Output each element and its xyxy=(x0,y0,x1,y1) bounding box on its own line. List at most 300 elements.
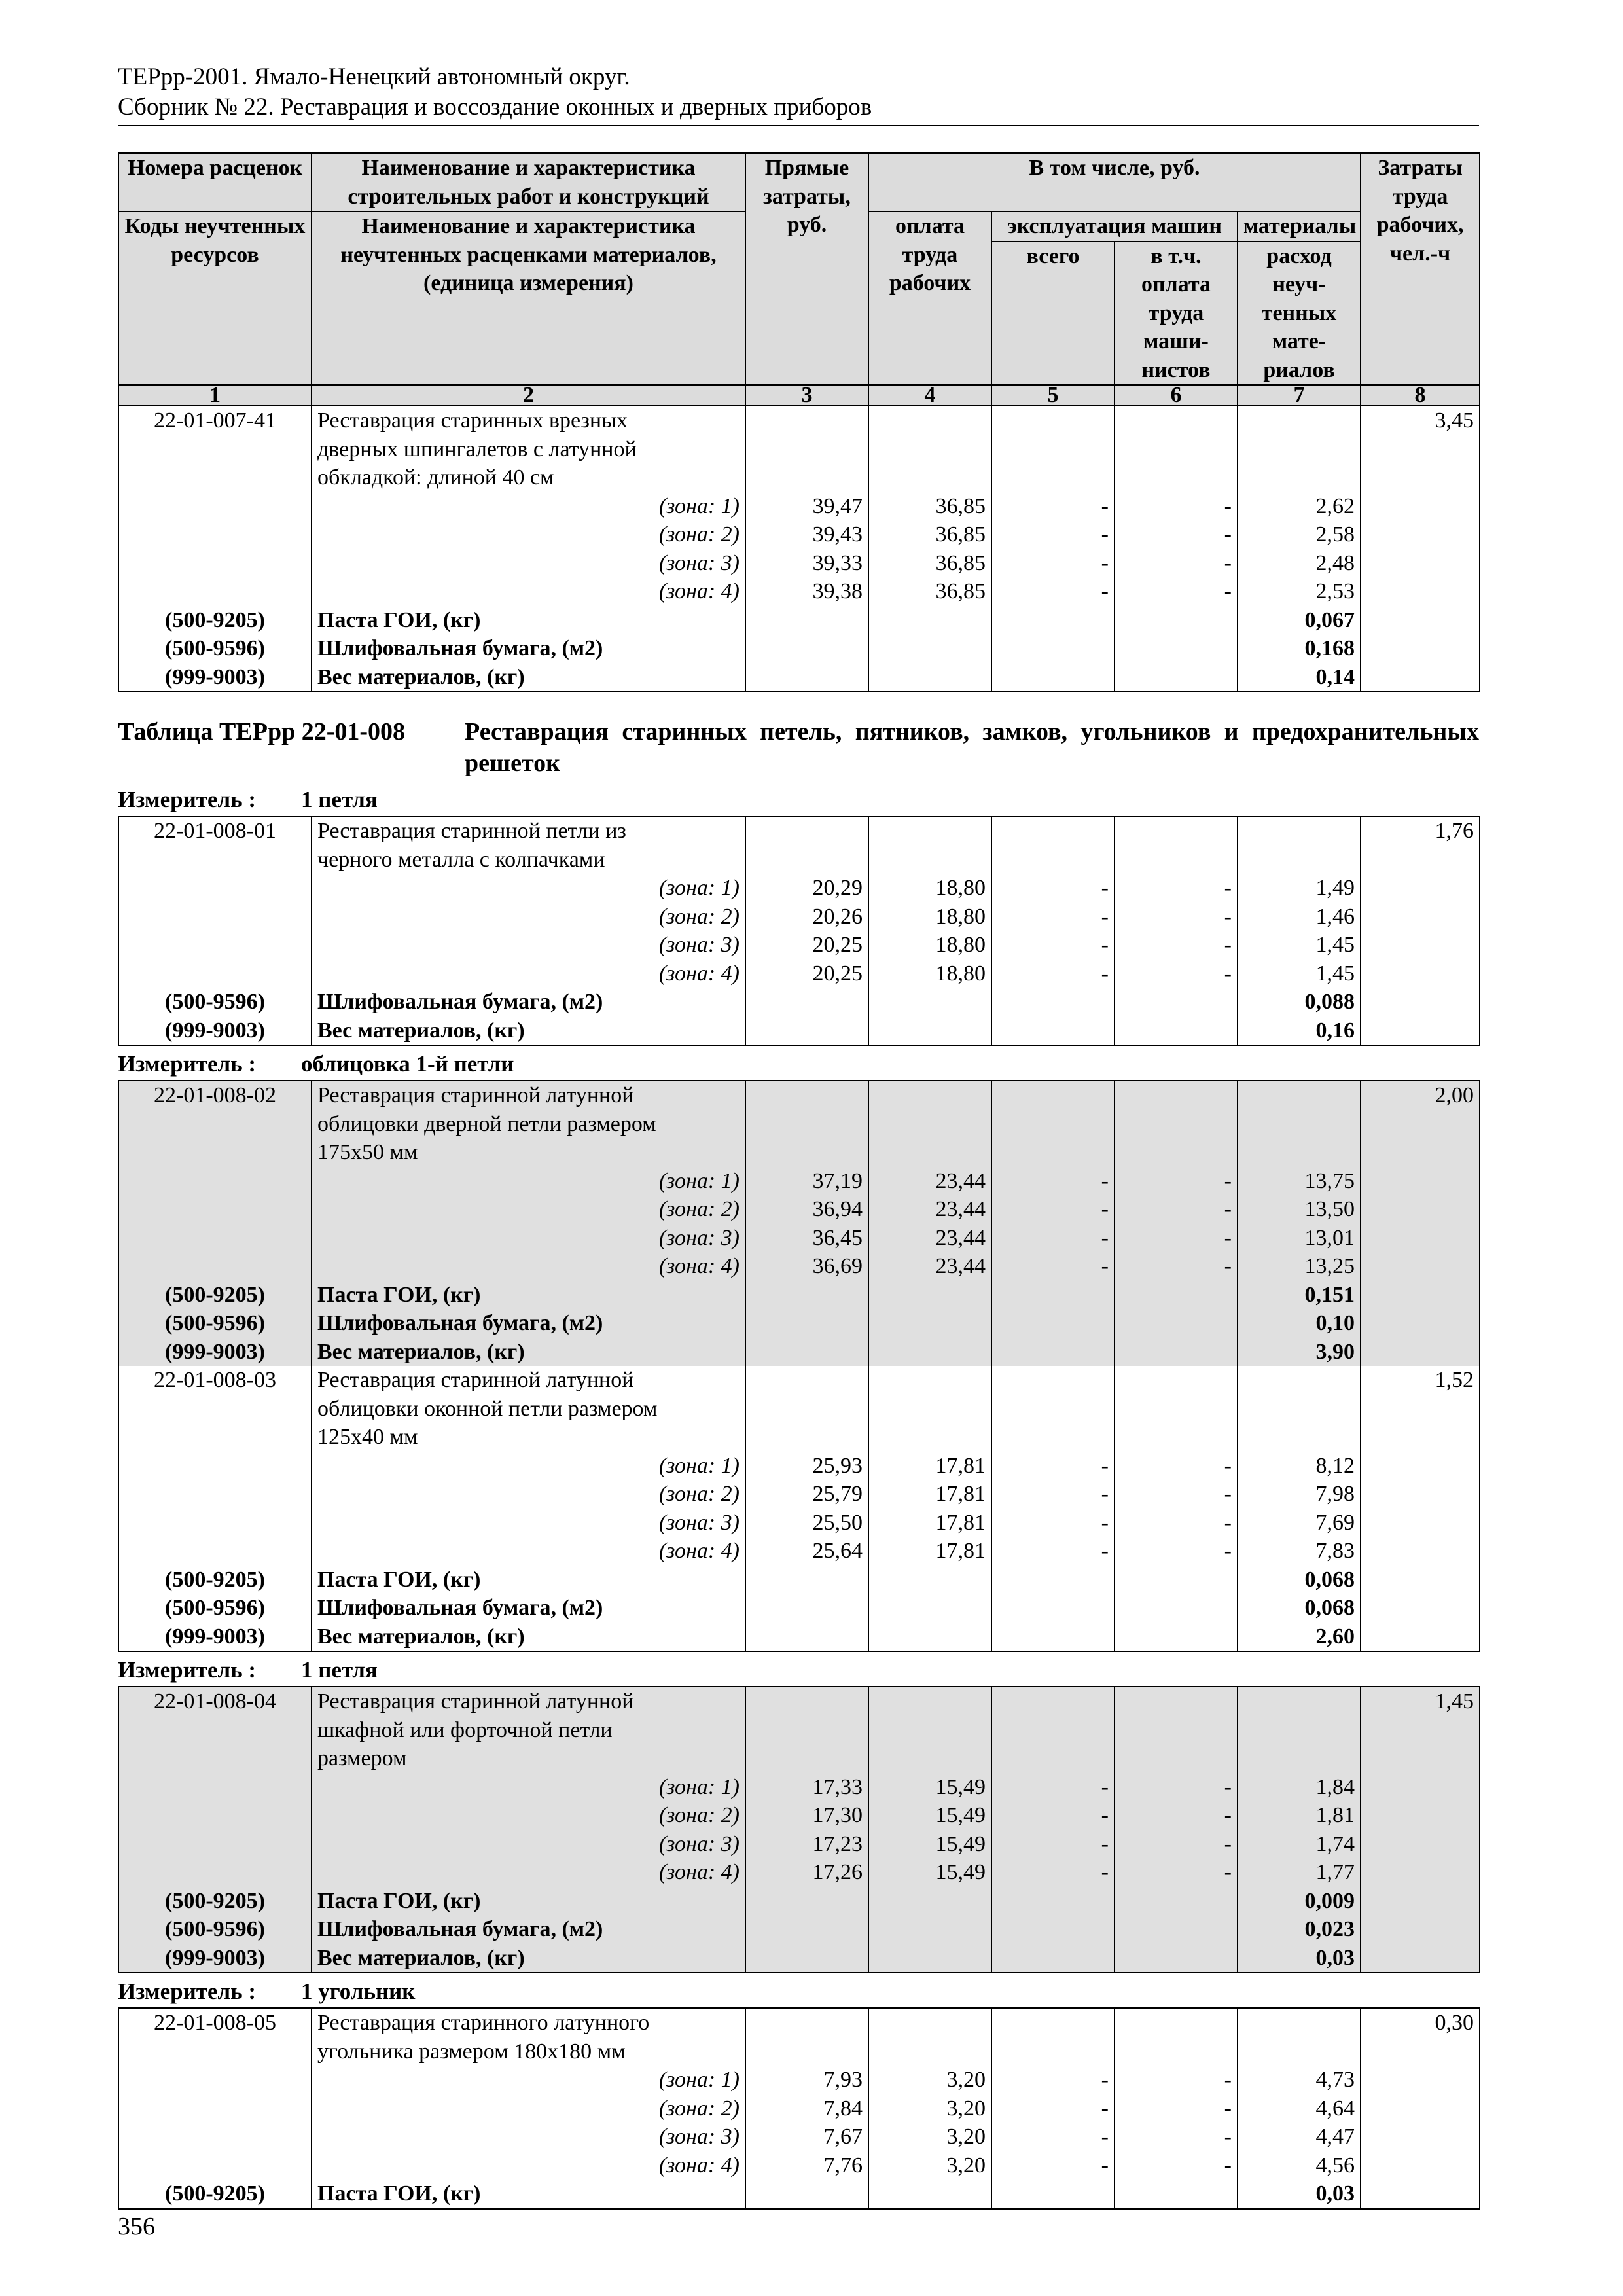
direct-cost: 20,25 xyxy=(745,960,868,988)
rate-description: черного металла с колпачками xyxy=(312,846,745,874)
zone-label: (зона: 3) xyxy=(312,931,745,960)
worker-pay: 3,20 xyxy=(868,2094,991,2123)
labor-cost: 1,52 xyxy=(1361,1366,1480,1395)
empty-cell xyxy=(1361,931,1480,960)
empty-cell xyxy=(118,520,312,549)
resource-code: (500-9596) xyxy=(118,1915,312,1944)
resource-code: (500-9596) xyxy=(118,988,312,1016)
empty-cell xyxy=(1361,634,1480,663)
empty-cell xyxy=(1361,1566,1480,1594)
header-col8: Затраты труда рабочих, чел.-ч xyxy=(1361,153,1480,385)
machinist-pay: - xyxy=(1115,874,1238,903)
labor-cost xyxy=(1361,463,1480,492)
zone-label: (зона: 1) xyxy=(312,874,745,903)
empty-cell xyxy=(991,1944,1115,1973)
empty-cell xyxy=(991,846,1115,874)
machine-cost: - xyxy=(991,1509,1115,1537)
resource-name: Паста ГОИ, (кг) xyxy=(312,2179,745,2209)
empty-cell xyxy=(991,1915,1115,1944)
empty-cell xyxy=(1115,463,1238,492)
empty-cell xyxy=(1115,1915,1238,1944)
measure-value: 1 петля xyxy=(301,787,378,812)
resource-row xyxy=(118,1566,1480,1594)
measure-value: 1 угольник xyxy=(301,1979,416,2004)
zone-row xyxy=(118,1252,1480,1281)
rate-description: Реставрация старинного латунного xyxy=(312,2008,745,2037)
zone-row xyxy=(118,2123,1480,2151)
resource-quantity: 0,14 xyxy=(1238,663,1361,692)
empty-cell xyxy=(868,2008,991,2037)
rate-code: 22-01-008-01 xyxy=(118,816,312,846)
empty-cell xyxy=(991,1081,1115,1110)
zone-row xyxy=(118,1195,1480,1224)
machinist-pay: - xyxy=(1115,960,1238,988)
machinist-pay: - xyxy=(1115,2123,1238,2151)
machinist-pay: - xyxy=(1115,2066,1238,2094)
empty-cell xyxy=(991,1016,1115,1046)
machine-cost: - xyxy=(991,1858,1115,1887)
empty-cell xyxy=(1115,663,1238,692)
resource-code: (999-9003) xyxy=(118,663,312,692)
header-col7: расход неуч- тенных мате- риалов xyxy=(1238,242,1361,386)
empty-cell xyxy=(1361,492,1480,521)
empty-cell xyxy=(1361,1887,1480,1916)
header-col6: в т.ч. оплата труда маши- нистов xyxy=(1115,242,1238,386)
rate-description: 125х40 мм xyxy=(312,1423,745,1452)
resource-code: (999-9003) xyxy=(118,1016,312,1046)
worker-pay: 15,49 xyxy=(868,1830,991,1859)
empty-cell xyxy=(1361,1915,1480,1944)
empty-cell xyxy=(1361,2066,1480,2094)
worker-pay: 17,81 xyxy=(868,1452,991,1480)
resource-code: (500-9205) xyxy=(118,1566,312,1594)
zone-label: (зона: 2) xyxy=(312,2094,745,2123)
zone-label: (зона: 4) xyxy=(312,1858,745,1887)
resource-row xyxy=(118,606,1480,635)
header-num-5: 5 xyxy=(991,385,1115,406)
machinist-pay: - xyxy=(1115,2094,1238,2123)
machine-cost: - xyxy=(991,931,1115,960)
resource-code: (500-9205) xyxy=(118,606,312,635)
resource-row xyxy=(118,1594,1480,1623)
header-num-3: 3 xyxy=(745,385,868,406)
resource-code: (999-9003) xyxy=(118,1623,312,1652)
worker-pay: 17,81 xyxy=(868,1509,991,1537)
machinist-pay: - xyxy=(1115,1509,1238,1537)
empty-cell xyxy=(991,1338,1115,1367)
rate-code xyxy=(118,846,312,874)
empty-cell xyxy=(1361,1801,1480,1830)
empty-cell xyxy=(991,1566,1115,1594)
zone-label: (зона: 2) xyxy=(312,903,745,931)
empty-cell xyxy=(991,1623,1115,1652)
resource-quantity: 0,068 xyxy=(1238,1594,1361,1623)
zone-label: (зона: 4) xyxy=(312,2151,745,2180)
materials-cost: 7,83 xyxy=(1238,1537,1361,1566)
empty-cell xyxy=(745,406,868,435)
empty-cell xyxy=(1238,435,1361,464)
materials-cost: 4,64 xyxy=(1238,2094,1361,2123)
machinist-pay: - xyxy=(1115,1773,1238,1802)
empty-cell xyxy=(1115,2179,1238,2209)
empty-cell xyxy=(1115,1594,1238,1623)
empty-cell xyxy=(991,1309,1115,1338)
direct-cost: 25,64 xyxy=(745,1537,868,1566)
rate-code: 22-01-008-02 xyxy=(118,1081,312,1110)
zone-label: (зона: 3) xyxy=(312,549,745,578)
empty-cell xyxy=(118,1452,312,1480)
direct-cost: 25,93 xyxy=(745,1452,868,1480)
empty-cell xyxy=(118,960,312,988)
direct-cost: 36,69 xyxy=(745,1252,868,1281)
empty-cell xyxy=(868,1395,991,1424)
machine-cost: - xyxy=(991,2066,1115,2094)
zone-row xyxy=(118,903,1480,931)
empty-cell xyxy=(1361,1594,1480,1623)
empty-cell xyxy=(745,1915,868,1944)
machinist-pay: - xyxy=(1115,520,1238,549)
resource-code: (999-9003) xyxy=(118,1944,312,1973)
empty-cell xyxy=(991,463,1115,492)
empty-cell xyxy=(1361,903,1480,931)
resource-name: Паста ГОИ, (кг) xyxy=(312,1566,745,1594)
empty-cell xyxy=(745,2037,868,2066)
empty-cell xyxy=(1361,1338,1480,1367)
empty-cell xyxy=(118,1801,312,1830)
resource-code: (500-9205) xyxy=(118,1887,312,1916)
empty-cell xyxy=(745,2008,868,2037)
empty-cell xyxy=(1115,1338,1238,1367)
materials-cost: 1,77 xyxy=(1238,1858,1361,1887)
machinist-pay: - xyxy=(1115,1537,1238,1566)
empty-cell xyxy=(991,988,1115,1016)
empty-cell xyxy=(1361,874,1480,903)
direct-cost: 36,45 xyxy=(745,1224,868,1253)
materials-cost: 7,98 xyxy=(1238,1480,1361,1509)
machinist-pay: - xyxy=(1115,1830,1238,1859)
machinist-pay: - xyxy=(1115,1480,1238,1509)
empty-cell xyxy=(991,606,1115,635)
empty-cell xyxy=(745,606,868,635)
resource-code: (500-9596) xyxy=(118,634,312,663)
empty-cell xyxy=(745,1944,868,1973)
measure-unit xyxy=(118,1657,1479,1683)
rate-desc-row xyxy=(118,435,1480,464)
rate-desc-row xyxy=(118,1138,1480,1167)
materials-cost: 2,58 xyxy=(1238,520,1361,549)
table-sections xyxy=(118,787,1479,2210)
running-header-line1: ТЕРрр-2001. Ямало-Ненецкий автономный округ. xyxy=(118,63,630,90)
empty-cell xyxy=(1115,1716,1238,1745)
rate-desc-row xyxy=(118,1423,1480,1452)
empty-cell xyxy=(1361,549,1480,578)
empty-cell xyxy=(745,1016,868,1046)
machine-cost: - xyxy=(991,1480,1115,1509)
rate-desc-row xyxy=(118,406,1480,435)
rate-desc-row xyxy=(118,2008,1480,2037)
empty-cell xyxy=(118,1195,312,1224)
empty-cell xyxy=(868,1338,991,1367)
empty-cell xyxy=(745,816,868,846)
empty-cell xyxy=(745,1138,868,1167)
rate-description: Реставрация старинной петли из xyxy=(312,816,745,846)
rate-description: дверных шпингалетов с латунной xyxy=(312,435,745,464)
resource-row xyxy=(118,2179,1480,2209)
direct-cost: 7,76 xyxy=(745,2151,868,2180)
empty-cell xyxy=(118,1509,312,1537)
labor-cost: 3,45 xyxy=(1361,406,1480,435)
resource-row xyxy=(118,1016,1480,1046)
header-machines: эксплуатация машин xyxy=(991,211,1238,242)
header-col1-bottom: Коды неучтенных ресурсов xyxy=(118,211,312,385)
rate-description: Реставрация старинных врезных xyxy=(312,406,745,435)
materials-cost: 1,45 xyxy=(1238,931,1361,960)
empty-cell xyxy=(1361,1195,1480,1224)
worker-pay: 36,85 xyxy=(868,520,991,549)
empty-cell xyxy=(1361,1252,1480,1281)
header-num-8: 8 xyxy=(1361,385,1480,406)
empty-cell xyxy=(1115,606,1238,635)
machinist-pay: - xyxy=(1115,1224,1238,1253)
machinist-pay: - xyxy=(1115,903,1238,931)
resource-name: Шлифовальная бумага, (м2) xyxy=(312,1915,745,1944)
resource-quantity: 0,009 xyxy=(1238,1887,1361,1916)
zone-row xyxy=(118,1480,1480,1509)
zone-label: (зона: 4) xyxy=(312,1252,745,1281)
measure-label: Измеритель : xyxy=(118,1051,257,1077)
empty-cell xyxy=(991,406,1115,435)
machine-cost: - xyxy=(991,1167,1115,1196)
empty-cell xyxy=(991,1716,1115,1745)
empty-cell xyxy=(745,435,868,464)
materials-cost: 4,47 xyxy=(1238,2123,1361,2151)
empty-cell xyxy=(1115,1281,1238,1310)
zone-row xyxy=(118,1830,1480,1859)
empty-cell xyxy=(868,1744,991,1773)
resource-quantity: 0,023 xyxy=(1238,1915,1361,1944)
empty-cell xyxy=(1238,1716,1361,1745)
zone-row xyxy=(118,577,1480,606)
empty-cell xyxy=(745,1281,868,1310)
empty-cell xyxy=(868,1716,991,1745)
empty-cell xyxy=(1115,634,1238,663)
machine-cost: - xyxy=(991,2094,1115,2123)
machine-cost: - xyxy=(991,2151,1115,2180)
rate-code xyxy=(118,1138,312,1167)
empty-cell xyxy=(991,1687,1115,1716)
rates-table-section xyxy=(118,816,1480,1046)
direct-cost: 39,43 xyxy=(745,520,868,549)
rate-desc-row xyxy=(118,1716,1480,1745)
rate-description: размером xyxy=(312,1744,745,1773)
empty-cell xyxy=(118,1224,312,1253)
empty-cell xyxy=(868,1594,991,1623)
empty-cell xyxy=(1115,1623,1238,1652)
worker-pay: 36,85 xyxy=(868,492,991,521)
empty-cell xyxy=(868,1566,991,1594)
machine-cost: - xyxy=(991,1452,1115,1480)
zone-row xyxy=(118,520,1480,549)
machine-cost: - xyxy=(991,520,1115,549)
rates-table-top xyxy=(118,152,1480,692)
resource-row xyxy=(118,1944,1480,1973)
resource-name: Паста ГОИ, (кг) xyxy=(312,1281,745,1310)
empty-cell xyxy=(1361,2123,1480,2151)
empty-cell xyxy=(1238,816,1361,846)
machinist-pay: - xyxy=(1115,1801,1238,1830)
header-group: В том числе, руб. xyxy=(868,153,1361,211)
empty-cell xyxy=(991,1887,1115,1916)
rate-desc-row xyxy=(118,816,1480,846)
rate-code: 22-01-008-04 xyxy=(118,1687,312,1716)
machinist-pay: - xyxy=(1115,1452,1238,1480)
empty-cell xyxy=(118,1858,312,1887)
empty-cell xyxy=(991,1744,1115,1773)
labor-cost xyxy=(1361,1744,1480,1773)
empty-cell xyxy=(118,903,312,931)
measure-label: Измеритель : xyxy=(118,787,257,812)
empty-cell xyxy=(868,1887,991,1916)
rate-description: облицовки дверной петли размером xyxy=(312,1110,745,1139)
empty-cell xyxy=(118,549,312,578)
labor-cost xyxy=(1361,1110,1480,1139)
page-number: 356 xyxy=(118,2213,155,2240)
zone-label: (зона: 3) xyxy=(312,1509,745,1537)
rate-code xyxy=(118,463,312,492)
measure-value: 1 петля xyxy=(301,1657,378,1683)
worker-pay: 18,80 xyxy=(868,903,991,931)
zone-label: (зона: 2) xyxy=(312,1195,745,1224)
zone-label: (зона: 1) xyxy=(312,1773,745,1802)
empty-cell xyxy=(1238,2037,1361,2066)
empty-cell xyxy=(1361,1623,1480,1652)
table-title xyxy=(118,716,1479,779)
rate-code: 22-01-008-05 xyxy=(118,2008,312,2037)
empty-cell xyxy=(745,1887,868,1916)
zone-label: (зона: 1) xyxy=(312,492,745,521)
empty-cell xyxy=(868,1016,991,1046)
zone-row xyxy=(118,1773,1480,1802)
empty-cell xyxy=(745,1366,868,1395)
machinist-pay: - xyxy=(1115,549,1238,578)
resource-name: Вес материалов, (кг) xyxy=(312,1016,745,1046)
resource-quantity: 0,068 xyxy=(1238,1566,1361,1594)
empty-cell xyxy=(1361,606,1480,635)
zone-row xyxy=(118,1858,1480,1887)
direct-cost: 17,26 xyxy=(745,1858,868,1887)
empty-cell xyxy=(1238,406,1361,435)
labor-cost xyxy=(1361,435,1480,464)
worker-pay: 18,80 xyxy=(868,874,991,903)
empty-cell xyxy=(868,846,991,874)
measure-label: Измеритель : xyxy=(118,1657,257,1683)
rate-code xyxy=(118,435,312,464)
resource-code: (500-9205) xyxy=(118,1281,312,1310)
empty-cell xyxy=(118,2066,312,2094)
empty-cell xyxy=(118,2123,312,2151)
empty-cell xyxy=(745,1338,868,1367)
rate-description: Реставрация старинной латунной xyxy=(312,1687,745,1716)
empty-cell xyxy=(991,435,1115,464)
empty-cell xyxy=(1115,2037,1238,2066)
direct-cost: 36,94 xyxy=(745,1195,868,1224)
empty-cell xyxy=(1361,1309,1480,1338)
direct-cost: 25,50 xyxy=(745,1509,868,1537)
labor-cost: 1,45 xyxy=(1361,1687,1480,1716)
empty-cell xyxy=(1238,1110,1361,1139)
empty-cell xyxy=(1361,663,1480,692)
empty-cell xyxy=(1361,1480,1480,1509)
direct-cost: 37,19 xyxy=(745,1167,868,1196)
zone-row xyxy=(118,2094,1480,2123)
resource-quantity: 0,10 xyxy=(1238,1309,1361,1338)
worker-pay: 23,44 xyxy=(868,1167,991,1196)
empty-cell xyxy=(1361,1773,1480,1802)
top-table-body xyxy=(118,406,1480,692)
direct-cost: 7,84 xyxy=(745,2094,868,2123)
worker-pay: 15,49 xyxy=(868,1858,991,1887)
direct-cost: 20,26 xyxy=(745,903,868,931)
empty-cell xyxy=(1361,2179,1480,2209)
machinist-pay: - xyxy=(1115,931,1238,960)
empty-cell xyxy=(868,1915,991,1944)
header-rule xyxy=(118,125,1479,126)
empty-cell xyxy=(1115,1744,1238,1773)
empty-cell xyxy=(1115,1016,1238,1046)
running-header xyxy=(118,62,1479,122)
rate-code xyxy=(118,2037,312,2066)
empty-cell xyxy=(745,1594,868,1623)
rates-table-section xyxy=(118,1686,1480,1973)
rate-code xyxy=(118,1395,312,1424)
measure-unit xyxy=(118,1051,1479,1077)
resource-name: Шлифовальная бумага, (м2) xyxy=(312,988,745,1016)
resource-code: (500-9205) xyxy=(118,2179,312,2209)
labor-cost xyxy=(1361,2037,1480,2066)
empty-cell xyxy=(1238,1138,1361,1167)
empty-cell xyxy=(868,816,991,846)
resource-row xyxy=(118,663,1480,692)
resource-name: Вес материалов, (кг) xyxy=(312,1623,745,1652)
machine-cost: - xyxy=(991,1195,1115,1224)
resource-quantity: 0,03 xyxy=(1238,2179,1361,2209)
rate-code: 22-01-007-41 xyxy=(118,406,312,435)
machine-cost: - xyxy=(991,960,1115,988)
machine-cost: - xyxy=(991,903,1115,931)
resource-quantity: 3,90 xyxy=(1238,1338,1361,1367)
worker-pay: 15,49 xyxy=(868,1773,991,1802)
machine-cost: - xyxy=(991,577,1115,606)
empty-cell xyxy=(868,2037,991,2066)
empty-cell xyxy=(1115,988,1238,1016)
direct-cost: 39,38 xyxy=(745,577,868,606)
header-num-1: 1 xyxy=(118,385,312,406)
worker-pay: 18,80 xyxy=(868,931,991,960)
materials-cost: 2,53 xyxy=(1238,577,1361,606)
measure-label: Измеритель : xyxy=(118,1979,257,2004)
empty-cell xyxy=(1115,1944,1238,1973)
empty-cell xyxy=(991,2037,1115,2066)
empty-cell xyxy=(745,1309,868,1338)
machine-cost: - xyxy=(991,1537,1115,1566)
empty-cell xyxy=(868,634,991,663)
empty-cell xyxy=(745,1081,868,1110)
materials-cost: 1,74 xyxy=(1238,1830,1361,1859)
running-header-line2: Сборник № 22. Реставрация и воссоздание оконных и дверных приборов xyxy=(118,94,872,120)
empty-cell xyxy=(1115,1081,1238,1110)
empty-cell xyxy=(1115,1395,1238,1424)
empty-cell xyxy=(118,931,312,960)
